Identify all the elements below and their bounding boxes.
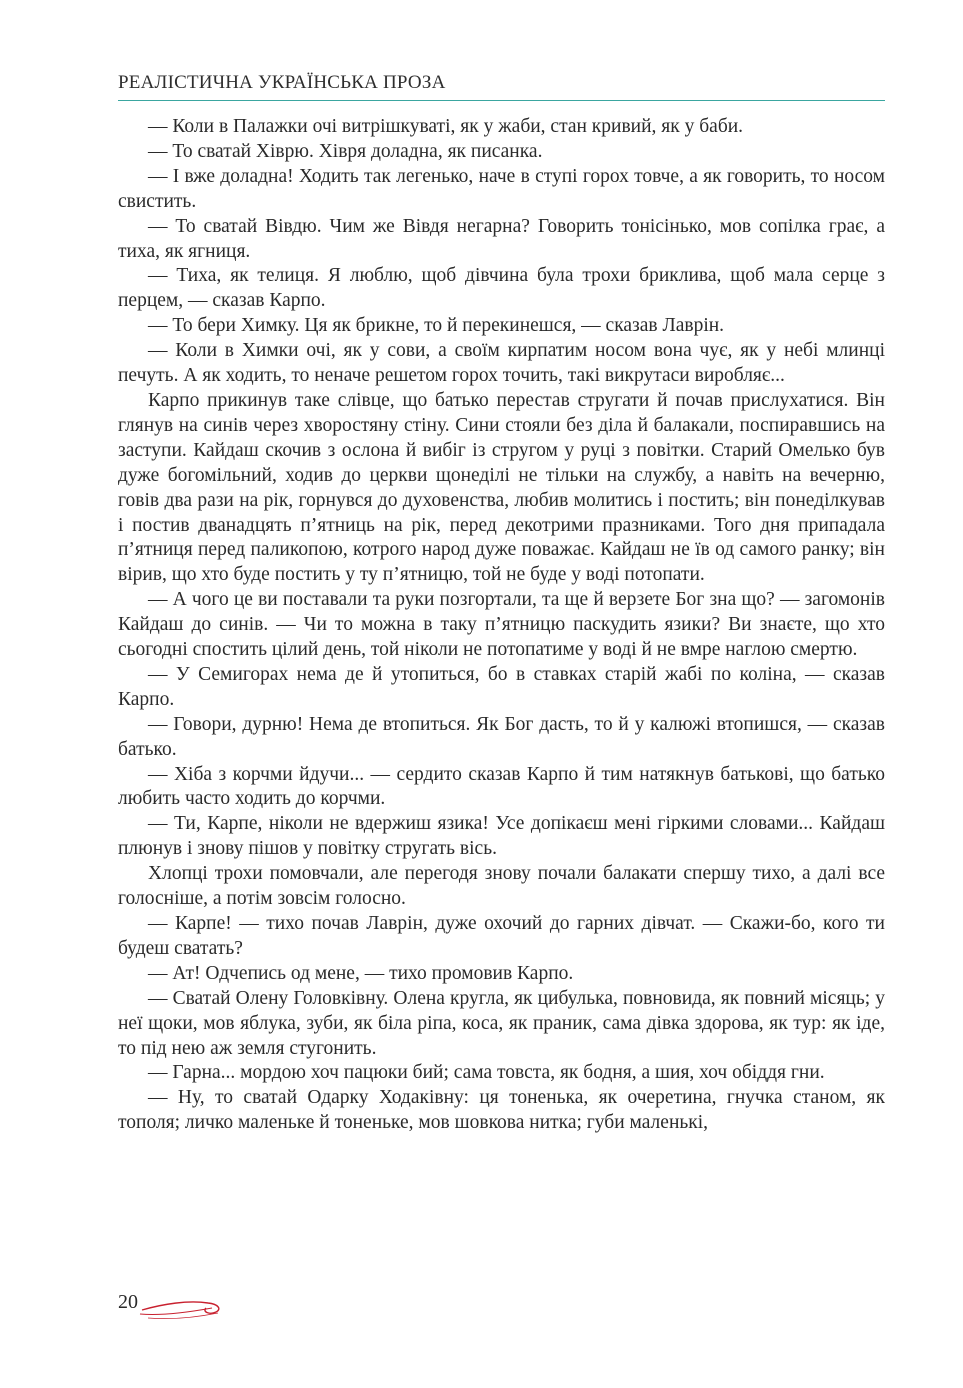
paragraph: — Ат! Одчепись од мене, — тихо промовив Карпо. <box>148 962 574 984</box>
paragraph: — Сватай Олену Головківну. Олена кругла, як цибулька, повновида, як повний місяць; у неї щоки, мов яблука, зуби, як біла ріпа, коса, як праник, сама дівка здорова, як тур: як іде, то під нею аж земля стугонить. <box>118 987 885 1059</box>
paragraph: Хлопці трохи помовчали, але перегодя знову почали балакати спершу тихо, а далі все голосніше, а потім зовсім голосно. <box>118 863 885 910</box>
paragraph: — Тиха, як телиця. Я люблю, щоб дівчина була трохи бриклива, щоб мала серце з перцем, — сказав Карпо. <box>118 265 885 312</box>
paragraph: — Коли в Палажки очі витрішкуваті, як у жаби, стан кривий, як у баби. <box>148 116 744 137</box>
paragraph: — Говори, дурню! Нема де втопиться. Як Бог дасть, то й у калюжі втопишся, — сказав батько. <box>118 713 885 760</box>
paragraph: — То бери Химку. Ця як брикне, то й перекинешся, — сказав Лаврін. <box>148 315 725 337</box>
paragraph: — Ну, то сватай Одарку Ходаківну: ця тоненька, як очеретина, гнучка станом, як тополя; личко маленьке й тоненьке, мов шовкова нитка; губи маленькі, <box>118 1087 885 1134</box>
body-text <box>118 115 885 1136</box>
paragraph: — І вже доладна! Ходить так легенько, наче в ступі горох товче, а як говорить, то носом свистить. <box>118 165 885 212</box>
paragraph: — Гарна... мордою хоч пацюки бий; сама товста, як бодня, а шия, хоч обіддя гни. <box>148 1062 825 1084</box>
paragraph: — То сватай Хіврю. Хівря доладна, як писанка. <box>148 140 543 162</box>
running-head: РЕАЛІСТИЧНА УКРАЇНСЬКА ПРОЗА <box>118 72 885 101</box>
paragraph: — Хіба з корчми йдучи... — сердито сказав Карпо й тим натякнув батькові, що батько любить часто ходить до корчми. <box>118 763 885 810</box>
paragraph: — Ти, Карпе, ніколи не вдержиш язика! Усе допікаєш мені гіркими словами... Кайдаш плюнув і знову пішов у повітку стругать вісь. <box>118 813 885 860</box>
page-number: 20 <box>118 1291 138 1313</box>
paragraph: — У Семигорах нема де й утопиться, бо в ставках старій жабі по коліна, — сказав Карпо. <box>118 663 885 710</box>
paragraph: — То сватай Вівдю. Чим же Вівдя негарна? Говорить тонісінько, мов сопілка грає, а тиха, як ягниця. <box>118 215 885 262</box>
flourish-ornament-icon <box>118 1294 228 1324</box>
paragraph: — А чого це ви поставали та руки позгортали, та ще й верзете Бог зна що? — загомонів Кайдаш до синів. — Чи то можна в таку п’ятницю паскудить язики? Ви знаєте, що хто сьогодні спостить цілий день, той ніколи не потопатиме у воді й не вмре наглою смертю. <box>118 589 885 661</box>
paragraph: — Коли в Химки очі, як у сови, а своїм кирпатим носом вона чує, як у небі млинці печуть. А як ходить, то неначе решетом горох точить, такі викрутаси виробляє... <box>118 340 885 387</box>
paragraph: — Карпе! — тихо почав Лаврін, дуже охочий до гарних дівчат. — Скажи-бо, кого ти будеш сватать? <box>118 913 885 959</box>
paragraph: Карпо прикинув таке слівце, що батько перестав стругати й почав прислухатися. Він глянув на синів через хворостяну стіну. Сини стояли без діла й балакали, поспиравшись на заступи. Кайдаш скочив з ослона й вибіг із стругом у руці з повітки. Старий Омелько був дуже богомільний, ходив до церкви щонеділі не тільки на службу, а навіть на вечерню, говів два рази на рік, горнувся до духовенства, любив молитись і постить; він понеділкував і постив дванадцять п’ятниць на рік, перед декотрими празниками. Того дня припадала п’ятниця перед паликопою, котрого народ дуже поважає. Кайдаш не їв од самого ранку; він вірив, що хто буде постить у ту п’ятницю, той не буде у воді потопати. <box>118 389 885 586</box>
